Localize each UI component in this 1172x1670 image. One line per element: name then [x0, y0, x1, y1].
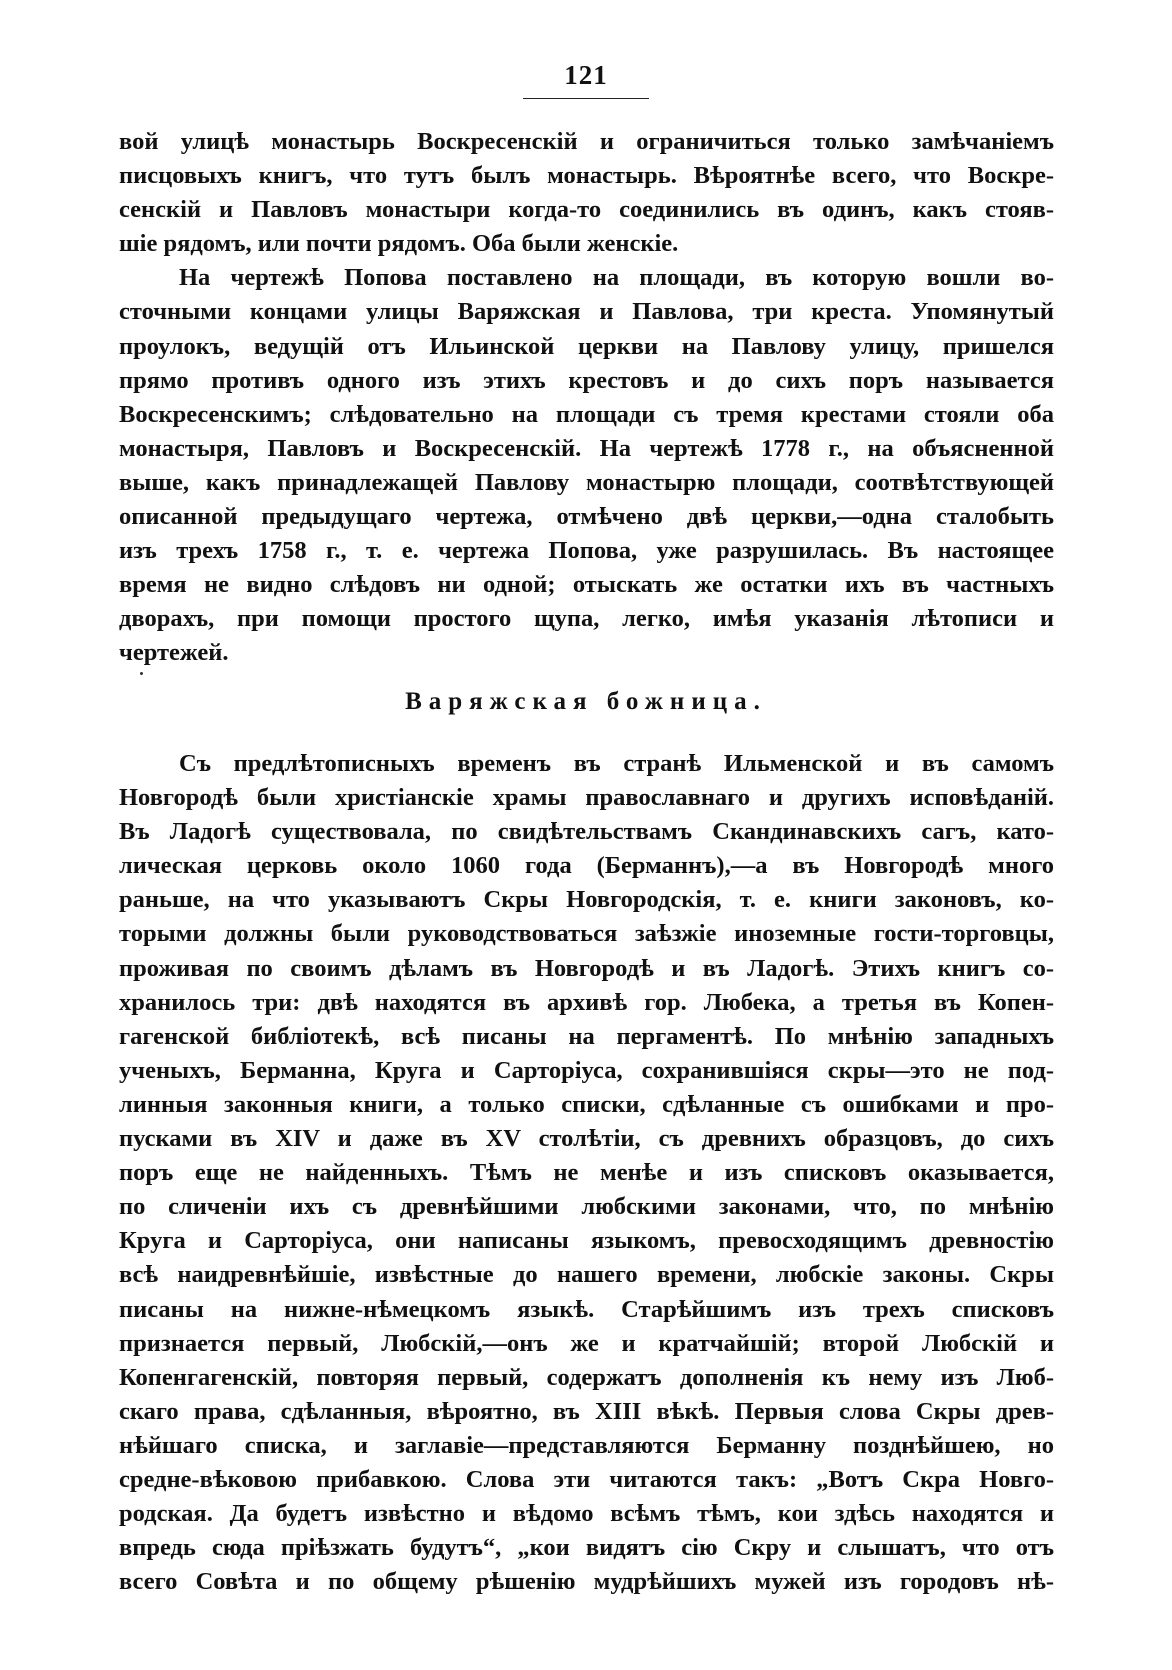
text-line: сточными концами улицы Варяжская и Павлова, три креста. Упомянутый: [119, 298, 1054, 326]
text-line: линныя законныя книги, а только списки, сдѣланные съ ошибками и про-: [119, 1090, 1054, 1118]
text-line: сенскій и Павловъ монастыри когда-то соединились въ одинъ, какъ стояв-: [119, 196, 1054, 224]
text-line: Воскресенскимъ; слѣдовательно на площади съ тремя крестами стояли оба: [119, 400, 1054, 428]
text-line: проживая по своимъ дѣламъ въ Новгородѣ и въ Ладогѣ. Этихъ книгъ со-: [119, 954, 1054, 982]
text-line: На чертежѣ Попова поставлено на площади, въ которую вошли во-: [179, 264, 1054, 292]
text-line: признается первый, Любскій,—онъ же и кратчайшій; второй Любскій и: [119, 1329, 1054, 1357]
text-block-lower: [119, 747, 1054, 1599]
text-line: дворахъ, при помощи простого щупа, легко, имѣя указанія лѣтописи и: [119, 605, 1054, 633]
text-line: время не видно слѣдовъ ни одной; отыскать же остатки ихъ въ частныхъ: [119, 571, 1054, 599]
text-line: Въ Ладогѣ существовала, по свидѣтельствамъ Скандинавскихъ сагъ, като-: [119, 818, 1054, 846]
paragraph-2: [119, 261, 1054, 670]
text-line: монастыря, Павловъ и Воскресенскій. На чертежѣ 1778 г., на объясненной: [119, 434, 1054, 462]
text-line: торыми должны были руководствоваться заѣзжіе иноземные гости-торговцы,: [119, 920, 1054, 948]
text-line: описанной предыдущаго чертежа, отмѣчено двѣ церкви,—одна сталобыть: [119, 503, 1054, 531]
text-line: всего Совѣта и по общему рѣшенію мудрѣйшихъ мужей изъ городовъ нѣ-: [119, 1568, 1054, 1596]
text-line: вой улицѣ монастырь Воскресенскій и ограничиться только замѣчаніемъ: [119, 128, 1054, 155]
text-line: писаны на нижне-нѣмецкомъ языкѣ. Старѣйшимъ изъ трехъ списковъ: [119, 1295, 1054, 1323]
text-line: хранилось три: двѣ находятся въ архивѣ гор. Любека, а третья въ Копен-: [119, 988, 1054, 1016]
text-line: лическая церковь около 1060 года (Берманнъ),—а въ Новгородѣ много: [119, 852, 1054, 880]
print-speck: [140, 672, 143, 675]
text-line: Круга и Сарторіуса, они написаны языкомъ, превосходящимъ древностію: [119, 1227, 1054, 1255]
text-line: чертежей.: [119, 639, 229, 667]
text-line: прямо противъ одного изъ этихъ крестовъ и до сихъ поръ называется: [119, 366, 1054, 394]
text-line: Новгородѣ были христіанскіе храмы православнаго и другихъ исповѣданій.: [119, 784, 1054, 812]
text-line: выше, какъ принадлежащей Павлову монастырю площади, соотвѣтствующей: [119, 468, 1054, 496]
text-line: изъ трехъ 1758 г., т. е. чертежа Попова, уже разрушилась. Въ настоящее: [119, 537, 1054, 565]
text-line: скаго права, сдѣланныя, вѣроятно, въ XIII вѣкѣ. Первыя слова Скры древ-: [119, 1397, 1054, 1425]
text-line: поръ еще не найденныхъ. Тѣмъ не менѣе и изъ списковъ оказывается,: [119, 1159, 1054, 1187]
text-line: всѣ наидревнѣйшіе, извѣстные до нашего времени, любскіе законы. Скры: [119, 1261, 1054, 1289]
paragraph-1: [119, 125, 1054, 261]
text-line: ученыхъ, Берманна, Круга и Сарторіуса, сохранившіяся скры—это не под-: [119, 1056, 1054, 1084]
paragraph-3: [119, 747, 1054, 1599]
text-line: впредь сюда пріѣзжать будутъ“, „кои видятъ сію Скру и слышатъ, что отъ: [119, 1534, 1054, 1562]
text-line: нѣйшаго списка, и заглавіе—представляются Берманну позднѣйшею, но: [119, 1431, 1054, 1459]
page-number-rule: [523, 98, 649, 99]
text-line: писцовыхъ книгъ, что тутъ былъ монастырь. Вѣроятнѣе всего, что Воскре-: [119, 162, 1054, 190]
text-block-upper: [119, 125, 1054, 671]
text-line: пусками въ XIV и даже въ XV столѣтіи, съ древнихъ образцовъ, до сихъ: [119, 1125, 1054, 1153]
text-line: проулокъ, ведущій отъ Ильинской церкви на Павлову улицу, пришелся: [119, 332, 1054, 360]
page-number: 121: [564, 60, 608, 90]
text-line: раньше, на что указываютъ Скры Новгородскія, т. е. книги законовъ, ко-: [119, 886, 1054, 914]
section-heading: Варяжская божница.: [405, 688, 767, 715]
text-line: средне-вѣковою прибавкою. Слова эти читаются такъ: „Вотъ Скра Новго-: [119, 1465, 1054, 1493]
text-line: родская. Да будетъ извѣстно и вѣдомо всѣмъ тѣмъ, кои здѣсь находятся и: [119, 1500, 1054, 1528]
text-line: по сличеніи ихъ съ древнѣйшими любскими законами, что, по мнѣнію: [119, 1193, 1054, 1221]
text-line: шіе рядомъ, или почти рядомъ. Оба были женскіе.: [119, 230, 679, 258]
text-line: Копенгагенскій, повторяя первый, содержатъ дополненія къ нему изъ Люб-: [119, 1363, 1054, 1391]
text-line: гагенской библіотекѣ, всѣ писаны на пергаментѣ. По мнѣнію западныхъ: [119, 1022, 1054, 1050]
text-line: Съ предлѣтописныхъ временъ въ странѣ Ильменской и въ самомъ: [179, 750, 1054, 777]
